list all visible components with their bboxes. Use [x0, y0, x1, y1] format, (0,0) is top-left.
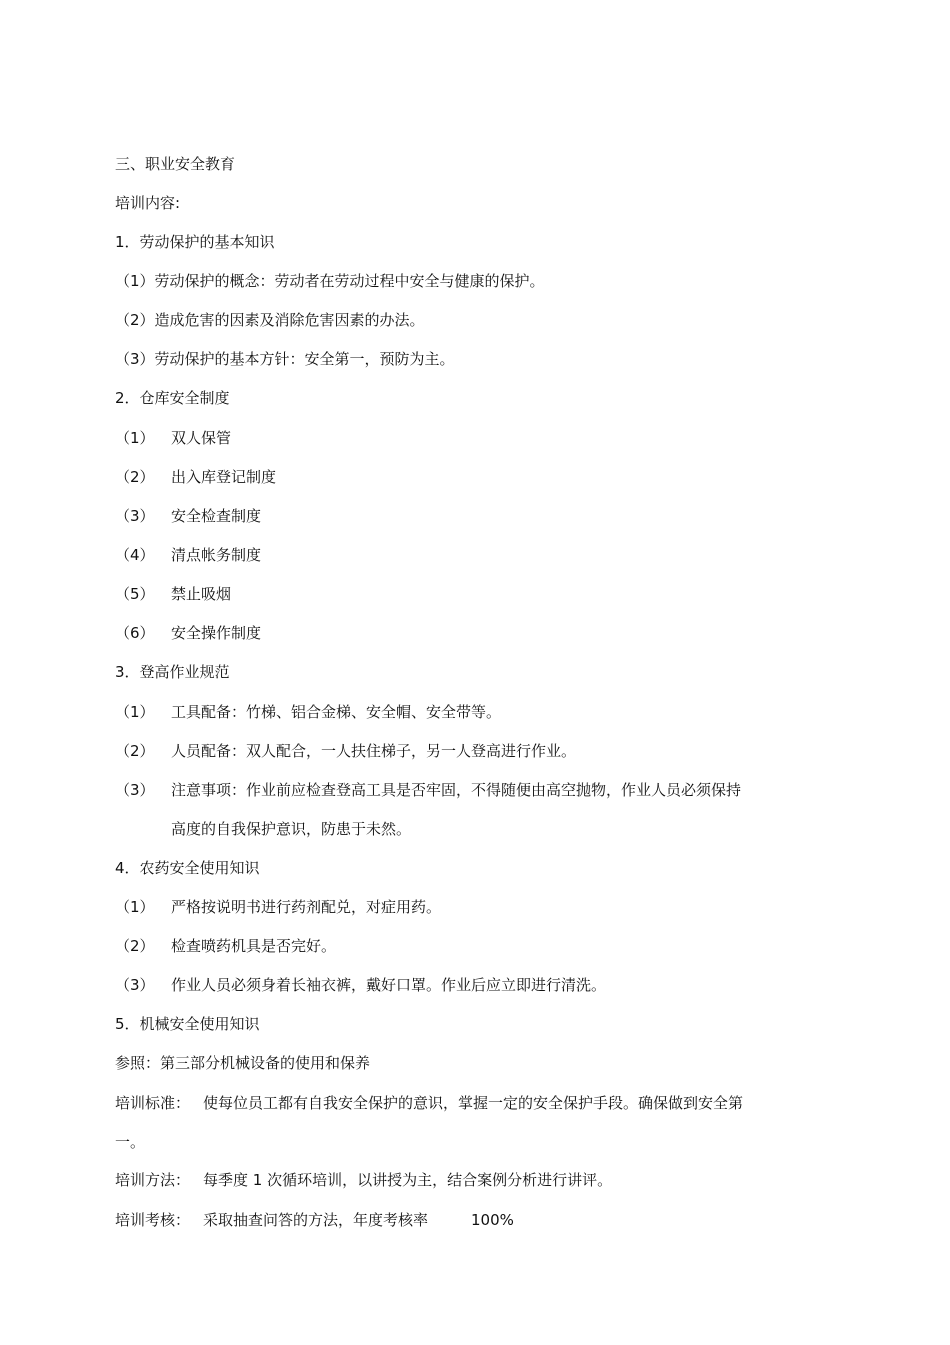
topic-heading: 4．农药安全使用知识	[115, 859, 260, 877]
item-text: 作业人员必须身着长袖衣裤，戴好口罩。作业后应立即进行清洗。	[171, 976, 607, 994]
item-text: 出入库登记制度	[171, 468, 277, 486]
item-text: 工具配备：竹梯、铝合金梯、安全帽、安全带等。	[171, 703, 502, 721]
topic-heading: 3．登高作业规范	[115, 663, 230, 681]
assessment-value: 采取抽查问答的方法，年度考核率	[203, 1211, 429, 1229]
standard-continuation: 一。	[115, 1133, 146, 1151]
item-number: （3）	[115, 507, 155, 525]
method-label: 培训方法：	[115, 1171, 191, 1189]
list-item: （1）劳动保护的概念：劳动者在劳动过程中安全与健康的保护。	[115, 272, 545, 290]
item-text: 安全操作制度	[171, 624, 262, 642]
item-text: 安全检查制度	[171, 507, 262, 525]
item-number: （1）	[115, 703, 155, 721]
assessment-rate: 100%	[471, 1211, 514, 1229]
topic-heading: 2．仓库安全制度	[115, 389, 230, 407]
item-number: （2）	[115, 742, 155, 760]
item-text: 双人保管	[171, 429, 232, 447]
item-number: （3）	[115, 781, 155, 799]
item-number: （6）	[115, 624, 155, 642]
item-text: 注意事项：作业前应检查登高工具是否牢固，不得随便由高空抛物，作业人员必须保持	[171, 781, 742, 799]
topic-heading: 1．劳动保护的基本知识	[115, 233, 275, 251]
item-number: （4）	[115, 546, 155, 564]
list-item: （3）劳动保护的基本方针：安全第一，预防为主。	[115, 350, 455, 368]
reference-note: 参照：第三部分机械设备的使用和保养	[115, 1054, 371, 1072]
assessment-label: 培训考核：	[115, 1211, 191, 1229]
topic-heading: 5．机械安全使用知识	[115, 1015, 260, 1033]
list-item-continuation: 高度的自我保护意识，防患于未然。	[171, 820, 412, 838]
standard-label: 培训标准：	[115, 1094, 191, 1112]
item-number: （1）	[115, 898, 155, 916]
item-text: 禁止吸烟	[171, 585, 232, 603]
item-text: 清点帐务制度	[171, 546, 262, 564]
item-text: 检查喷药机具是否完好。	[171, 937, 337, 955]
standard-value: 使每位员工都有自我安全保护的意识，掌握一定的安全保护手段。确保做到安全第	[203, 1094, 744, 1112]
item-number: （2）	[115, 937, 155, 955]
item-number: （3）	[115, 976, 155, 994]
list-item: （2）造成危害的因素及消除危害因素的办法。	[115, 311, 425, 329]
item-number: （1）	[115, 429, 155, 447]
method-value: 每季度 1 次循环培训，以讲授为主，结合案例分析进行讲评。	[203, 1171, 613, 1189]
item-number: （5）	[115, 585, 155, 603]
content-label: 培训内容:	[115, 194, 181, 212]
item-text: 人员配备：双人配合，一人扶住梯子，另一人登高进行作业。	[171, 742, 577, 760]
section-title: 三、职业安全教育	[115, 155, 236, 173]
item-number: （2）	[115, 468, 155, 486]
item-text: 严格按说明书进行药剂配兑，对症用药。	[171, 898, 442, 916]
